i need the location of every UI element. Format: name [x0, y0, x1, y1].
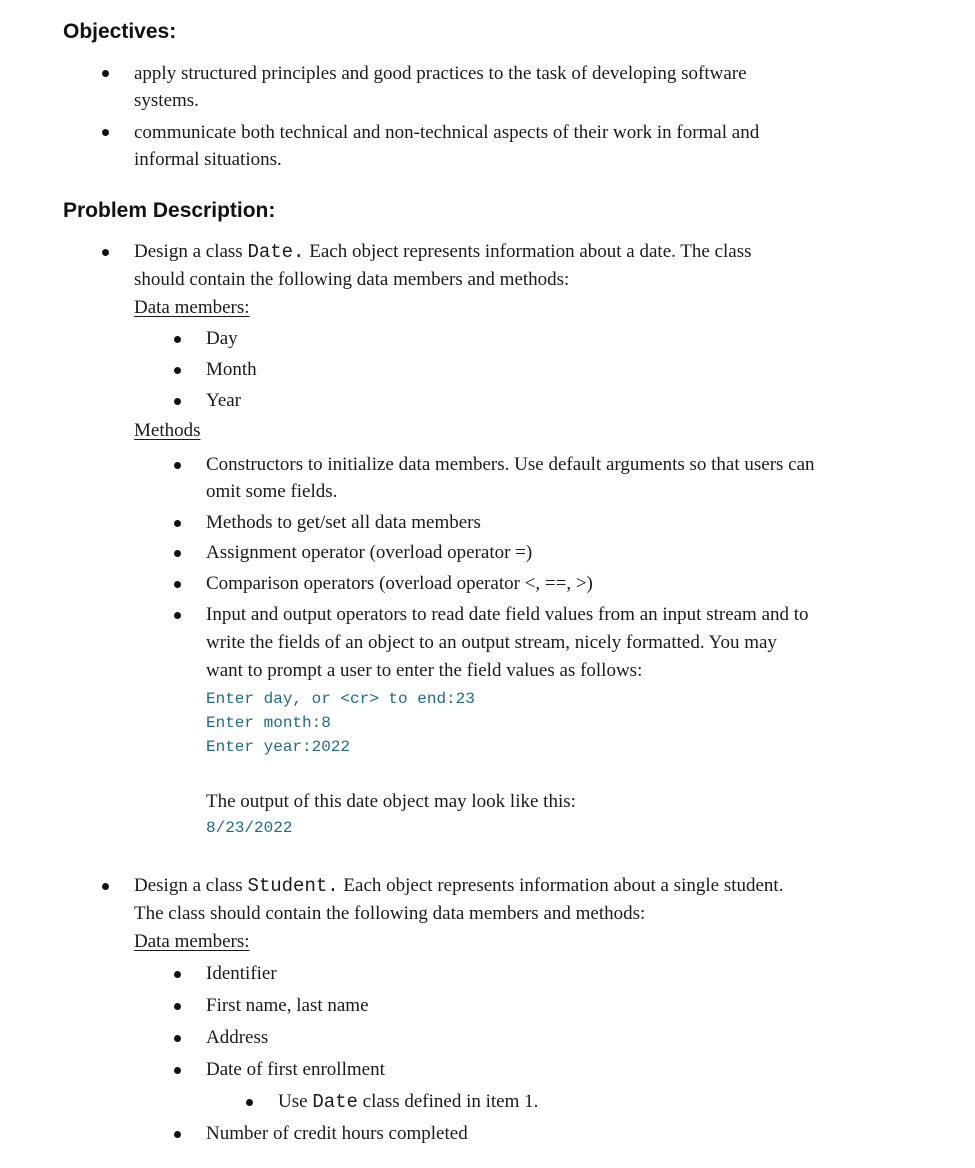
date-intro-pre: Design a class: [134, 241, 248, 262]
student-intro-line1: [134, 872, 783, 900]
bullet-icon: [174, 336, 181, 343]
student-member-enrollment: Date of first enrollment: [206, 1059, 385, 1080]
date-class-name: Date.: [247, 241, 305, 263]
student-class-name: Student.: [247, 875, 339, 897]
method-get-set: Methods to get/set all data members: [206, 512, 481, 533]
bullet-icon: [174, 367, 181, 374]
bullet-icon: [102, 883, 109, 890]
student-member-identifier: Identifier: [206, 963, 277, 984]
objective-2-line1: communicate both technical and non-technical aspects of their work in formal and: [134, 122, 760, 143]
student-intro-pre: Design a class: [134, 875, 248, 896]
enrollment-note-post: class defined in item 1.: [357, 1091, 539, 1112]
student-data-members-label: Data members:: [134, 931, 250, 952]
bullet-icon: [174, 1035, 181, 1042]
output-description: The output of this date object may look like this:: [206, 791, 576, 812]
bullet-icon: [102, 70, 109, 77]
date-member-day: Day: [206, 328, 238, 349]
objective-1-line1: apply structured principles and good practices to the task of developing software: [134, 63, 747, 84]
bullet-icon: [174, 971, 181, 978]
date-intro-post: Each object represents information about a date. The class: [304, 241, 752, 262]
date-member-year: Year: [206, 390, 242, 411]
prompt-month: Enter month:8: [206, 714, 331, 732]
date-data-members-label: Data members:: [134, 297, 250, 318]
student-enrollment-note: [278, 1088, 538, 1116]
method-io-line1: Input and output operators to read date field values from an input stream and to: [206, 604, 809, 625]
method-constructors-line1: Constructors to initialize data members. Use default arguments so that users can: [206, 454, 815, 475]
bullet-icon: [174, 612, 181, 619]
method-comparison: Comparison operators (overload operator <, ==, >): [206, 573, 593, 594]
bullet-icon: [102, 129, 109, 136]
objective-2-line2: informal situations.: [134, 149, 282, 170]
bullet-icon: [246, 1099, 253, 1106]
enrollment-note-pre: Use: [278, 1091, 313, 1112]
student-member-address: Address: [206, 1027, 269, 1048]
bullet-icon: [102, 249, 109, 256]
bullet-icon: [174, 462, 181, 469]
date-intro-line2: should contain the following data members and methods:: [134, 269, 570, 290]
student-intro-line2: The class should contain the following data members and methods:: [134, 903, 646, 924]
bullet-icon: [174, 1067, 181, 1074]
prompt-year: Enter year:2022: [206, 738, 351, 756]
bullet-icon: [174, 1131, 181, 1138]
method-assignment: Assignment operator (overload operator =): [206, 542, 533, 563]
method-constructors-line2: omit some fields.: [206, 481, 338, 502]
date-methods-label: Methods: [134, 420, 201, 441]
method-io-line2: write the fields of an object to an output stream, nicely formatted. You may: [206, 632, 777, 653]
bullet-icon: [174, 581, 181, 588]
student-member-name: First name, last name: [206, 995, 369, 1016]
objectives-heading: Objectives:: [63, 20, 177, 43]
bullet-icon: [174, 398, 181, 405]
output-value: 8/23/2022: [206, 819, 293, 837]
prompt-day: Enter day, or <cr> to end:23: [206, 690, 475, 708]
student-member-credit-hours: Number of credit hours completed: [206, 1123, 468, 1144]
bullet-icon: [174, 550, 181, 557]
problem-heading: Problem Description:: [63, 199, 276, 222]
method-io-line3: want to prompt a user to enter the field values as follows:: [206, 660, 643, 681]
enrollment-note-class: Date: [312, 1091, 358, 1113]
bullet-icon: [174, 520, 181, 527]
objective-1-line2: systems.: [134, 90, 199, 111]
bullet-icon: [174, 1003, 181, 1010]
student-intro-post: Each object represents information about a single student.: [338, 875, 784, 896]
date-member-month: Month: [206, 359, 257, 380]
date-intro-line1: [134, 238, 752, 266]
